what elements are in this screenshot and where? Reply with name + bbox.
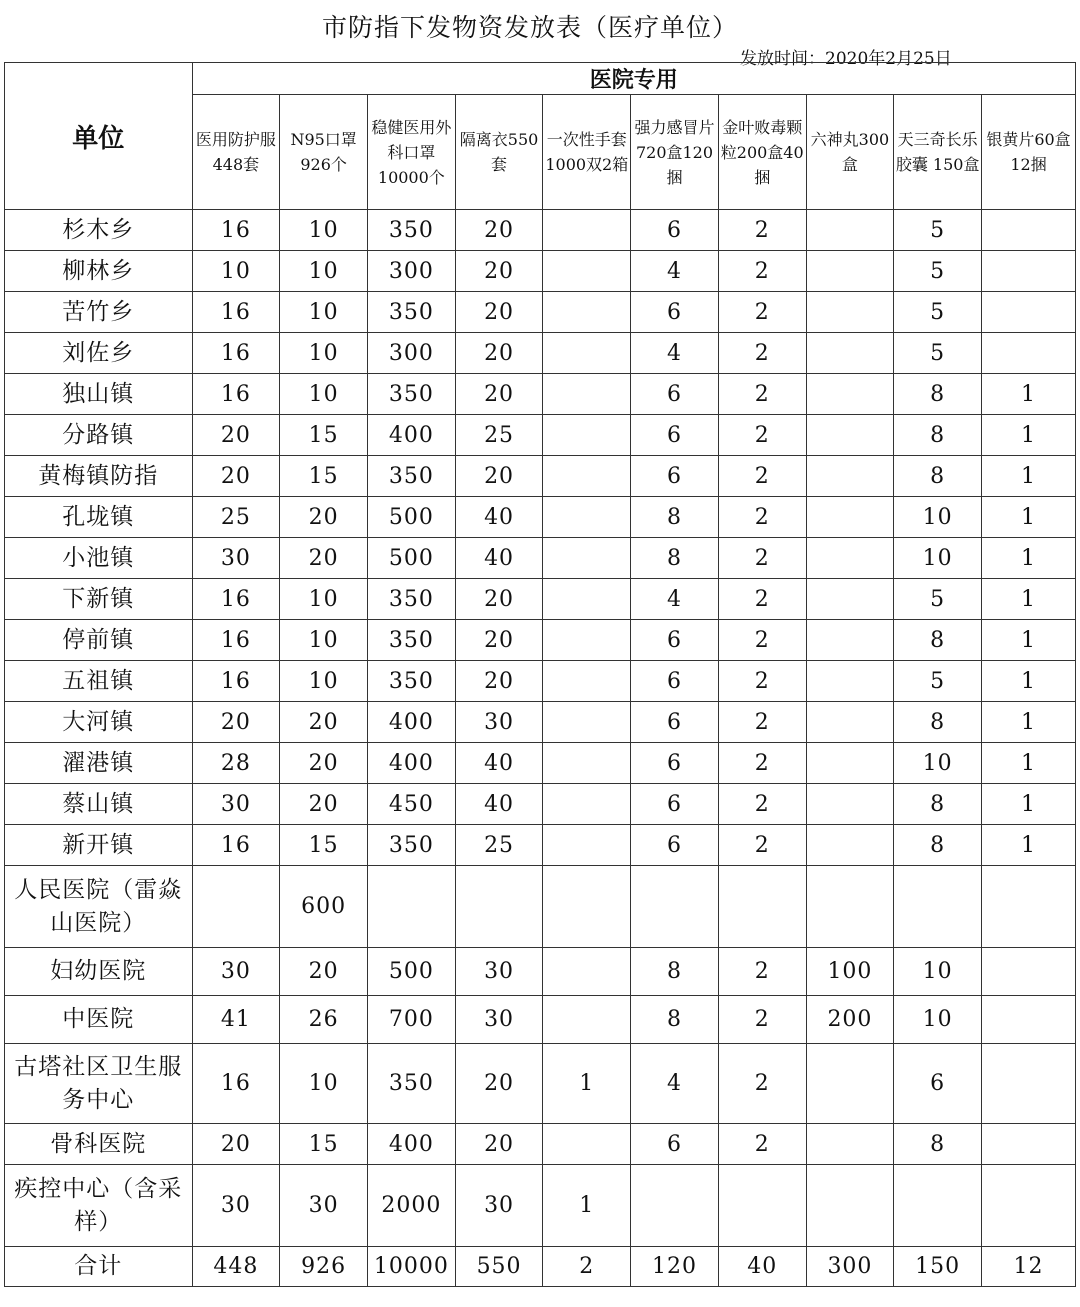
quantity-cell xyxy=(982,1124,1076,1165)
quantity-cell: 20 xyxy=(192,415,280,456)
unit-name-cell: 停前镇 xyxy=(5,620,193,661)
quantity-cell: 20 xyxy=(192,456,280,497)
quantity-cell: 2 xyxy=(718,374,806,415)
issue-date: 发放时间：2020年2月25日 xyxy=(740,49,952,69)
quantity-cell: 10 xyxy=(280,661,368,702)
table-row xyxy=(5,374,1076,415)
table-row xyxy=(5,1124,1076,1165)
quantity-cell: 40 xyxy=(455,743,543,784)
quantity-cell: 2 xyxy=(718,333,806,374)
quantity-cell: 4 xyxy=(631,333,719,374)
quantity-cell: 1 xyxy=(543,1165,631,1247)
quantity-cell: 8 xyxy=(631,948,719,996)
quantity-cell xyxy=(982,292,1076,333)
quantity-cell: 2 xyxy=(718,1124,806,1165)
unit-name-cell: 大河镇 xyxy=(5,702,193,743)
quantity-cell: 10 xyxy=(894,743,982,784)
quantity-cell xyxy=(543,743,631,784)
unit-name-cell: 独山镇 xyxy=(5,374,193,415)
quantity-cell xyxy=(806,702,894,743)
quantity-cell: 20 xyxy=(455,251,543,292)
quantity-cell xyxy=(543,948,631,996)
quantity-cell: 2 xyxy=(718,996,806,1044)
quantity-cell: 16 xyxy=(192,579,280,620)
quantity-cell: 6 xyxy=(631,661,719,702)
quantity-cell: 30 xyxy=(192,948,280,996)
quantity-cell: 4 xyxy=(631,579,719,620)
quantity-cell: 25 xyxy=(192,497,280,538)
quantity-cell: 20 xyxy=(280,743,368,784)
quantity-cell: 2 xyxy=(543,1247,631,1287)
quantity-cell: 1 xyxy=(982,702,1076,743)
quantity-cell xyxy=(543,415,631,456)
quantity-cell: 8 xyxy=(894,456,982,497)
quantity-cell: 1 xyxy=(543,1044,631,1124)
quantity-cell: 15 xyxy=(280,456,368,497)
quantity-cell: 350 xyxy=(367,374,455,415)
quantity-cell: 20 xyxy=(455,456,543,497)
quantity-cell: 30 xyxy=(455,1165,543,1247)
quantity-cell: 2 xyxy=(718,538,806,579)
quantity-cell: 400 xyxy=(367,743,455,784)
quantity-cell: 15 xyxy=(280,415,368,456)
table-row xyxy=(5,825,1076,866)
quantity-cell: 40 xyxy=(455,497,543,538)
quantity-cell xyxy=(806,538,894,579)
table-row xyxy=(5,538,1076,579)
unit-name-cell: 古塔社区卫生服务中心 xyxy=(5,1044,193,1124)
quantity-cell: 28 xyxy=(192,743,280,784)
quantity-cell: 350 xyxy=(367,579,455,620)
quantity-cell: 120 xyxy=(631,1247,719,1287)
quantity-cell: 30 xyxy=(192,784,280,825)
quantity-cell: 2 xyxy=(718,661,806,702)
quantity-cell: 8 xyxy=(894,825,982,866)
quantity-cell xyxy=(982,251,1076,292)
quantity-cell: 10 xyxy=(894,497,982,538)
quantity-cell xyxy=(806,415,894,456)
quantity-cell xyxy=(543,374,631,415)
table-row xyxy=(5,1165,1076,1247)
quantity-cell xyxy=(631,866,719,948)
quantity-cell xyxy=(543,456,631,497)
quantity-cell: 10 xyxy=(280,374,368,415)
quantity-cell: 15 xyxy=(280,825,368,866)
quantity-cell: 5 xyxy=(894,251,982,292)
table-row xyxy=(5,251,1076,292)
unit-name-cell: 黄梅镇防指 xyxy=(5,456,193,497)
quantity-cell: 20 xyxy=(455,1044,543,1124)
quantity-cell: 400 xyxy=(367,1124,455,1165)
quantity-cell xyxy=(982,948,1076,996)
unit-name-cell: 新开镇 xyxy=(5,825,193,866)
quantity-cell: 16 xyxy=(192,1044,280,1124)
quantity-cell xyxy=(543,620,631,661)
quantity-cell: 2 xyxy=(718,251,806,292)
unit-name-cell: 孔垅镇 xyxy=(5,497,193,538)
unit-name-cell: 五祖镇 xyxy=(5,661,193,702)
quantity-cell: 8 xyxy=(894,1124,982,1165)
quantity-cell: 10 xyxy=(280,579,368,620)
quantity-cell: 350 xyxy=(367,620,455,661)
quantity-cell: 20 xyxy=(280,538,368,579)
table-row xyxy=(5,996,1076,1044)
quantity-cell: 400 xyxy=(367,702,455,743)
quantity-cell: 10 xyxy=(894,996,982,1044)
quantity-cell: 350 xyxy=(367,1044,455,1124)
table-row xyxy=(5,415,1076,456)
quantity-cell xyxy=(982,210,1076,251)
quantity-cell: 2 xyxy=(718,620,806,661)
quantity-cell: 6 xyxy=(631,374,719,415)
quantity-cell xyxy=(806,374,894,415)
quantity-cell xyxy=(543,579,631,620)
quantity-cell: 1 xyxy=(982,374,1076,415)
quantity-cell: 6 xyxy=(631,292,719,333)
quantity-cell: 30 xyxy=(455,948,543,996)
quantity-cell: 30 xyxy=(280,1165,368,1247)
column-header: 六神丸300盒 xyxy=(806,95,894,210)
table-row xyxy=(5,333,1076,374)
quantity-cell: 400 xyxy=(367,415,455,456)
quantity-cell: 1 xyxy=(982,579,1076,620)
table-row xyxy=(5,784,1076,825)
unit-column-header: 单位 xyxy=(5,63,193,210)
quantity-cell: 926 xyxy=(280,1247,368,1287)
quantity-cell xyxy=(806,292,894,333)
quantity-cell: 15 xyxy=(280,1124,368,1165)
quantity-cell: 10 xyxy=(192,251,280,292)
quantity-cell: 40 xyxy=(455,538,543,579)
distribution-table xyxy=(4,62,1076,1287)
quantity-cell xyxy=(543,825,631,866)
quantity-cell: 6 xyxy=(631,415,719,456)
total-row xyxy=(5,1247,1076,1287)
unit-name-cell: 分路镇 xyxy=(5,415,193,456)
quantity-cell: 8 xyxy=(894,702,982,743)
quantity-cell: 20 xyxy=(455,1124,543,1165)
quantity-cell: 16 xyxy=(192,292,280,333)
column-header: 稳健医用外科口罩10000个 xyxy=(367,95,455,210)
quantity-cell: 40 xyxy=(718,1247,806,1287)
quantity-cell xyxy=(982,333,1076,374)
table-row xyxy=(5,210,1076,251)
quantity-cell: 2 xyxy=(718,784,806,825)
quantity-cell: 25 xyxy=(455,825,543,866)
quantity-cell: 150 xyxy=(894,1247,982,1287)
quantity-cell: 20 xyxy=(455,374,543,415)
quantity-cell: 2 xyxy=(718,948,806,996)
quantity-cell: 20 xyxy=(192,702,280,743)
table-row xyxy=(5,866,1076,948)
quantity-cell: 8 xyxy=(894,415,982,456)
quantity-cell: 20 xyxy=(455,620,543,661)
quantity-cell xyxy=(543,251,631,292)
quantity-cell: 16 xyxy=(192,374,280,415)
quantity-cell: 8 xyxy=(894,784,982,825)
quantity-cell: 1 xyxy=(982,661,1076,702)
quantity-cell: 1 xyxy=(982,620,1076,661)
page-title: 市防指下发物资发放表（医疗单位） xyxy=(321,13,738,42)
quantity-cell: 5 xyxy=(894,661,982,702)
quantity-cell xyxy=(806,251,894,292)
quantity-cell: 5 xyxy=(894,292,982,333)
quantity-cell: 30 xyxy=(455,702,543,743)
quantity-cell: 500 xyxy=(367,948,455,996)
quantity-cell xyxy=(806,866,894,948)
quantity-cell: 550 xyxy=(455,1247,543,1287)
quantity-cell xyxy=(718,1165,806,1247)
quantity-cell: 20 xyxy=(455,292,543,333)
quantity-cell: 6 xyxy=(631,210,719,251)
quantity-cell: 6 xyxy=(631,825,719,866)
quantity-cell xyxy=(543,784,631,825)
quantity-cell xyxy=(806,579,894,620)
column-header: 隔离衣550套 xyxy=(455,95,543,210)
quantity-cell xyxy=(806,456,894,497)
quantity-cell xyxy=(543,210,631,251)
quantity-cell xyxy=(982,1044,1076,1124)
unit-name-cell: 合计 xyxy=(5,1247,193,1287)
quantity-cell: 300 xyxy=(367,251,455,292)
quantity-cell: 16 xyxy=(192,620,280,661)
quantity-cell: 30 xyxy=(455,996,543,1044)
quantity-cell xyxy=(367,866,455,948)
quantity-cell xyxy=(806,1165,894,1247)
quantity-cell xyxy=(806,1124,894,1165)
quantity-cell: 10 xyxy=(280,251,368,292)
quantity-cell: 16 xyxy=(192,333,280,374)
quantity-cell: 8 xyxy=(894,374,982,415)
quantity-cell: 4 xyxy=(631,251,719,292)
quantity-cell: 350 xyxy=(367,825,455,866)
unit-name-cell: 妇幼医院 xyxy=(5,948,193,996)
quantity-cell: 350 xyxy=(367,456,455,497)
quantity-cell xyxy=(543,292,631,333)
column-header: 强力感冒片720盒120捆 xyxy=(631,95,719,210)
quantity-cell xyxy=(718,866,806,948)
quantity-cell: 700 xyxy=(367,996,455,1044)
quantity-cell xyxy=(806,825,894,866)
quantity-cell: 20 xyxy=(455,579,543,620)
table-row xyxy=(5,497,1076,538)
quantity-cell: 10 xyxy=(280,292,368,333)
quantity-cell xyxy=(806,210,894,251)
quantity-cell: 500 xyxy=(367,497,455,538)
quantity-cell: 2 xyxy=(718,415,806,456)
column-header: 天三奇长乐胶囊 150盒 xyxy=(894,95,982,210)
quantity-cell: 350 xyxy=(367,210,455,251)
quantity-cell: 1 xyxy=(982,743,1076,784)
quantity-cell: 41 xyxy=(192,996,280,1044)
unit-name-cell: 人民医院（雷焱山医院） xyxy=(5,866,193,948)
quantity-cell: 30 xyxy=(192,538,280,579)
quantity-cell xyxy=(894,866,982,948)
quantity-cell xyxy=(982,866,1076,948)
quantity-cell: 16 xyxy=(192,210,280,251)
quantity-cell xyxy=(543,996,631,1044)
quantity-cell xyxy=(543,333,631,374)
quantity-cell xyxy=(543,866,631,948)
quantity-cell xyxy=(806,1044,894,1124)
quantity-cell: 450 xyxy=(367,784,455,825)
quantity-cell: 4 xyxy=(631,1044,719,1124)
column-header: 银黄片60盒12捆 xyxy=(982,95,1076,210)
unit-name-cell: 濯港镇 xyxy=(5,743,193,784)
unit-name-cell: 柳林乡 xyxy=(5,251,193,292)
quantity-cell: 2 xyxy=(718,497,806,538)
quantity-cell: 10000 xyxy=(367,1247,455,1287)
quantity-cell: 6 xyxy=(631,620,719,661)
quantity-cell: 20 xyxy=(455,661,543,702)
unit-name-cell: 刘佐乡 xyxy=(5,333,193,374)
quantity-cell: 30 xyxy=(192,1165,280,1247)
quantity-cell xyxy=(543,702,631,743)
table-row xyxy=(5,579,1076,620)
group-header: 医院专用 xyxy=(192,63,1075,95)
quantity-cell xyxy=(806,743,894,784)
table-row xyxy=(5,456,1076,497)
unit-name-cell: 中医院 xyxy=(5,996,193,1044)
quantity-cell: 6 xyxy=(894,1044,982,1124)
column-header: 医用防护服448套 xyxy=(192,95,280,210)
table-row xyxy=(5,743,1076,784)
quantity-cell: 26 xyxy=(280,996,368,1044)
unit-name-cell: 苦竹乡 xyxy=(5,292,193,333)
quantity-cell: 300 xyxy=(806,1247,894,1287)
quantity-cell: 10 xyxy=(894,538,982,579)
quantity-cell: 40 xyxy=(455,784,543,825)
quantity-cell: 1 xyxy=(982,456,1076,497)
table-row xyxy=(5,702,1076,743)
quantity-cell: 2 xyxy=(718,825,806,866)
quantity-cell: 16 xyxy=(192,825,280,866)
quantity-cell: 8 xyxy=(631,538,719,579)
quantity-cell: 20 xyxy=(280,784,368,825)
unit-name-cell: 下新镇 xyxy=(5,579,193,620)
unit-name-cell: 小池镇 xyxy=(5,538,193,579)
quantity-cell: 5 xyxy=(894,210,982,251)
quantity-cell: 20 xyxy=(192,1124,280,1165)
quantity-cell: 10 xyxy=(894,948,982,996)
quantity-cell xyxy=(982,1165,1076,1247)
quantity-cell: 300 xyxy=(367,333,455,374)
quantity-cell: 10 xyxy=(280,210,368,251)
quantity-cell: 10 xyxy=(280,620,368,661)
unit-name-cell: 蔡山镇 xyxy=(5,784,193,825)
quantity-cell: 6 xyxy=(631,456,719,497)
quantity-cell: 2 xyxy=(718,456,806,497)
quantity-cell: 20 xyxy=(455,333,543,374)
column-header: 一次性手套1000双2箱 xyxy=(543,95,631,210)
quantity-cell: 350 xyxy=(367,292,455,333)
quantity-cell: 100 xyxy=(806,948,894,996)
quantity-cell xyxy=(543,1124,631,1165)
quantity-cell: 5 xyxy=(894,579,982,620)
quantity-cell xyxy=(543,661,631,702)
table-row xyxy=(5,620,1076,661)
unit-name-cell: 疾控中心（含采样） xyxy=(5,1165,193,1247)
quantity-cell: 8 xyxy=(631,996,719,1044)
quantity-cell: 5 xyxy=(894,333,982,374)
quantity-cell: 2000 xyxy=(367,1165,455,1247)
quantity-cell: 20 xyxy=(280,948,368,996)
quantity-cell xyxy=(631,1165,719,1247)
quantity-cell: 350 xyxy=(367,661,455,702)
quantity-cell: 20 xyxy=(280,702,368,743)
quantity-cell: 6 xyxy=(631,784,719,825)
quantity-cell xyxy=(806,661,894,702)
quantity-cell xyxy=(543,497,631,538)
quantity-cell: 500 xyxy=(367,538,455,579)
quantity-cell: 6 xyxy=(631,743,719,784)
table-row xyxy=(5,948,1076,996)
quantity-cell: 2 xyxy=(718,702,806,743)
quantity-cell: 1 xyxy=(982,825,1076,866)
quantity-cell: 200 xyxy=(806,996,894,1044)
quantity-cell: 20 xyxy=(455,210,543,251)
quantity-cell: 448 xyxy=(192,1247,280,1287)
quantity-cell: 16 xyxy=(192,661,280,702)
unit-name-cell: 杉木乡 xyxy=(5,210,193,251)
quantity-cell: 1 xyxy=(982,538,1076,579)
quantity-cell: 1 xyxy=(982,415,1076,456)
quantity-cell: 10 xyxy=(280,1044,368,1124)
quantity-cell xyxy=(982,996,1076,1044)
quantity-cell xyxy=(192,866,280,948)
quantity-cell: 2 xyxy=(718,292,806,333)
quantity-cell: 8 xyxy=(894,620,982,661)
quantity-cell xyxy=(806,333,894,374)
table-row xyxy=(5,661,1076,702)
quantity-cell: 2 xyxy=(718,579,806,620)
quantity-cell xyxy=(894,1165,982,1247)
quantity-cell: 6 xyxy=(631,1124,719,1165)
quantity-cell: 20 xyxy=(280,497,368,538)
quantity-cell xyxy=(806,497,894,538)
column-header: N95口罩926个 xyxy=(280,95,368,210)
unit-name-cell: 骨科医院 xyxy=(5,1124,193,1165)
quantity-cell: 600 xyxy=(280,866,368,948)
quantity-cell: 6 xyxy=(631,702,719,743)
quantity-cell: 12 xyxy=(982,1247,1076,1287)
quantity-cell: 1 xyxy=(982,784,1076,825)
quantity-cell: 10 xyxy=(280,333,368,374)
quantity-cell: 1 xyxy=(982,497,1076,538)
quantity-cell: 2 xyxy=(718,1044,806,1124)
table-row xyxy=(5,1044,1076,1124)
quantity-cell: 2 xyxy=(718,210,806,251)
quantity-cell: 25 xyxy=(455,415,543,456)
quantity-cell xyxy=(543,538,631,579)
quantity-cell xyxy=(455,866,543,948)
table-row xyxy=(5,292,1076,333)
quantity-cell xyxy=(806,620,894,661)
quantity-cell xyxy=(806,784,894,825)
column-header: 金叶败毒颗粒200盒40捆 xyxy=(718,95,806,210)
quantity-cell: 8 xyxy=(631,497,719,538)
quantity-cell: 2 xyxy=(718,743,806,784)
